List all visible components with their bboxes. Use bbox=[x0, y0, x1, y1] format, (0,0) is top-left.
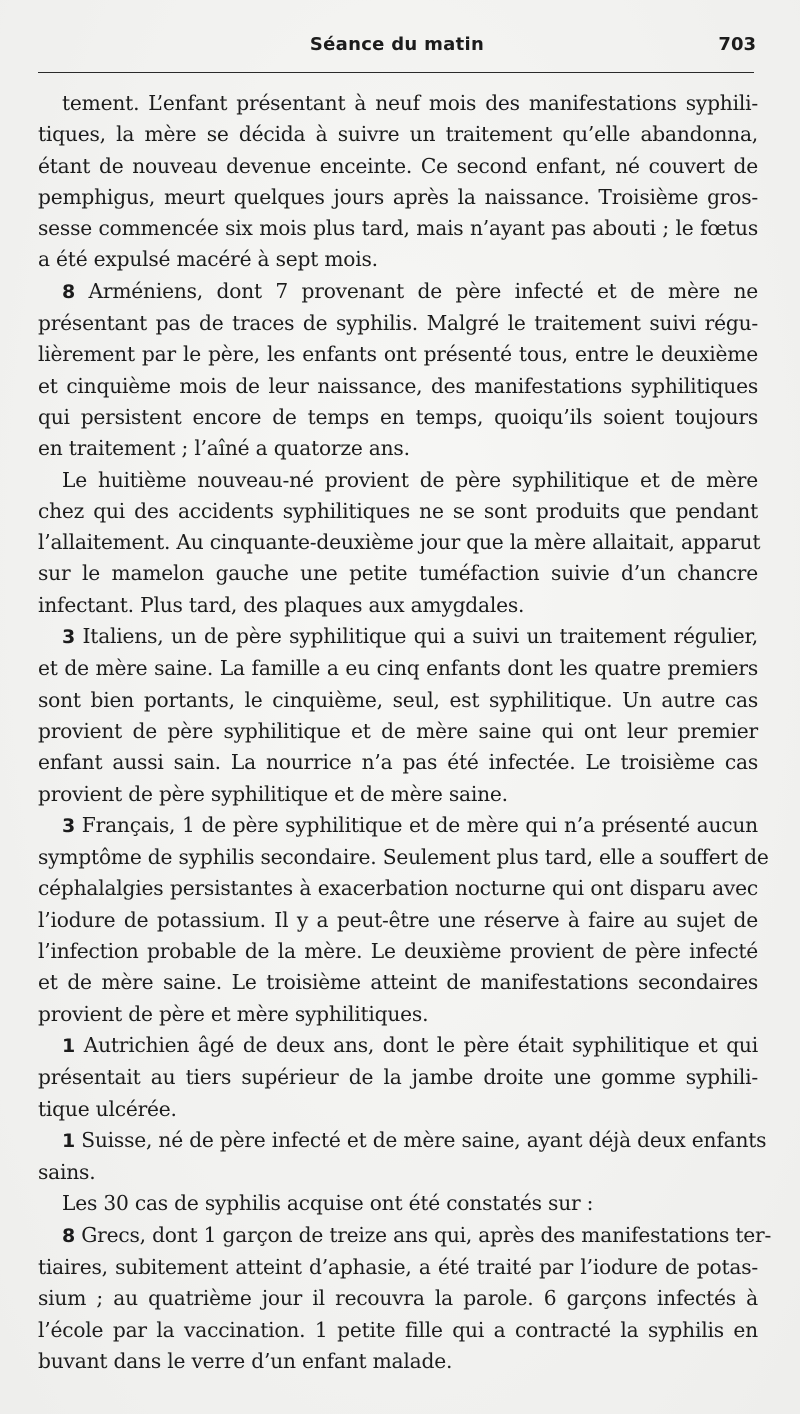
text-line bbox=[38, 1220, 772, 1252]
line-text: sains. bbox=[38, 1160, 96, 1185]
text-line bbox=[38, 590, 758, 621]
lead-number: 8 bbox=[62, 280, 76, 303]
lead-number: 8 bbox=[62, 1224, 76, 1247]
line-text: sur le mamelon gauche une petite tuméfaction suivie d’un chancre bbox=[38, 561, 758, 586]
line-text: l’école par la vaccination. 1 petite fille qui a contracté la syphilis en bbox=[38, 1317, 758, 1342]
paragraph bbox=[38, 88, 758, 276]
line-text: pemphigus, meurt quelques jours après la naissance. Troisième gros- bbox=[38, 184, 758, 209]
text-line bbox=[38, 1252, 758, 1283]
line-text: et cinquième mois de leur naissance, des manifestations syphilitiques bbox=[38, 373, 758, 398]
text-line bbox=[38, 1188, 758, 1219]
text-line bbox=[38, 716, 758, 747]
text-line bbox=[38, 244, 758, 275]
text-line bbox=[38, 747, 758, 778]
text-line bbox=[38, 496, 758, 527]
line-text: symptôme de syphilis secondaire. Seulement plus tard, elle a souffert de bbox=[38, 845, 769, 870]
line-text: a été expulsé macéré à sept mois. bbox=[38, 247, 378, 272]
line-text: qui persistent encore de temps en temps, quoiqu’ils soient toujours bbox=[38, 404, 758, 429]
text-line bbox=[38, 873, 758, 904]
text-line bbox=[38, 1157, 758, 1188]
line-text: Autrichien âgé de deux ans, dont le père était syphilitique et qui bbox=[75, 1032, 758, 1057]
text-line bbox=[38, 999, 758, 1030]
paragraph bbox=[38, 810, 769, 1030]
line-text: céphalalgies persistantes à exacerbation nocturne qui ont disparu avec bbox=[38, 876, 758, 901]
line-text: présentant pas de traces de syphilis. Malgré le traitement suivi régu- bbox=[38, 311, 758, 336]
line-text: Français, 1 de père syphilitique et de mère qui n’a présenté aucun bbox=[75, 812, 758, 837]
line-text: et de mère saine. La famille a eu cinq enfants dont les quatre premiers bbox=[38, 656, 758, 681]
line-text: tiques, la mère se décida à suivre un traitement qu’elle abandonna, bbox=[38, 122, 758, 147]
text-line bbox=[38, 88, 758, 119]
line-text: Italiens, un de père syphilitique qui a suivi un traitement régulier, bbox=[75, 624, 758, 649]
text-line bbox=[38, 1030, 758, 1062]
text-line bbox=[38, 465, 758, 496]
lead-number: 3 bbox=[62, 626, 76, 649]
text-line bbox=[38, 1094, 758, 1125]
body-text bbox=[38, 88, 772, 1377]
text-line bbox=[38, 151, 758, 182]
text-line bbox=[38, 621, 758, 653]
line-text: étant de nouveau devenue enceinte. Ce second enfant, né couvert de bbox=[38, 153, 758, 178]
line-text: enfant aussi sain. La nourrice n’a pas été infectée. Le troisième cas bbox=[38, 750, 758, 775]
text-line bbox=[38, 402, 758, 433]
paragraph bbox=[38, 1188, 758, 1219]
line-text: et de mère saine. Le troisième atteint de manifestations secondaires bbox=[38, 970, 758, 995]
lead-number: 1 bbox=[62, 1034, 76, 1057]
text-line bbox=[38, 810, 758, 842]
text-line bbox=[38, 119, 758, 150]
line-text: présentait au tiers supérieur de la jambe droite une gomme syphili- bbox=[38, 1065, 758, 1090]
text-line bbox=[38, 1315, 758, 1346]
line-text: provient de père syphilitique et de mère saine qui ont leur premier bbox=[38, 718, 758, 743]
line-text: l’infection probable de la mère. Le deuxième provient de père infecté bbox=[38, 939, 758, 964]
text-line bbox=[38, 1346, 758, 1377]
line-text: tique ulcérée. bbox=[38, 1096, 177, 1121]
text-line bbox=[38, 779, 758, 810]
line-text: tement. L’enfant présentant à neuf mois des manifestations syphili- bbox=[62, 91, 758, 115]
line-text: Les 30 cas de syphilis acquise ont été constatés sur : bbox=[62, 1191, 594, 1216]
line-text: infectant. Plus tard, des plaques aux amygdales. bbox=[38, 592, 525, 617]
text-line bbox=[38, 1125, 767, 1157]
text-line bbox=[38, 1283, 758, 1314]
text-line bbox=[38, 558, 758, 589]
text-line bbox=[38, 527, 761, 558]
line-text: Arméniens, dont 7 provenant de père infecté et de mère ne bbox=[75, 278, 758, 303]
paragraph bbox=[38, 276, 758, 465]
line-text: provient de père syphilitique et de mère saine. bbox=[38, 781, 508, 806]
text-line bbox=[38, 1062, 758, 1093]
line-text: Grecs, dont 1 garçon de treize ans qui, après des manifestations ter- bbox=[75, 1222, 772, 1247]
text-line bbox=[38, 685, 758, 716]
text-line bbox=[38, 653, 758, 684]
line-text: sesse commencée six mois plus tard, mais n’ayant pas abouti ; le fœtus bbox=[38, 216, 758, 241]
line-text: l’allaitement. Au cinquante-deuxième jour que la mère allaitait, apparut bbox=[38, 530, 761, 555]
line-text: buvant dans le verre d’un enfant malade. bbox=[38, 1348, 453, 1373]
line-text: tiaires, subitement atteint d’aphasie, a été traité par l’iodure de potas- bbox=[38, 1254, 758, 1279]
text-line bbox=[38, 213, 758, 244]
text-line bbox=[38, 182, 758, 213]
paragraph bbox=[38, 1125, 767, 1189]
line-text: sont bien portants, le cinquième, seul, est syphilitique. Un autre cas bbox=[38, 687, 758, 712]
text-line bbox=[38, 276, 758, 308]
paragraph bbox=[38, 1030, 758, 1125]
page-number: 703 bbox=[718, 34, 756, 55]
header-rule bbox=[38, 72, 754, 73]
lead-number: 1 bbox=[62, 1129, 76, 1152]
line-text: l’iodure de potassium. Il y a peut-être une réserve à faire au sujet de bbox=[38, 907, 758, 932]
line-text: Le huitième nouveau-né provient de père syphilitique et de mère bbox=[62, 467, 758, 492]
line-text: provient de père et mère syphilitiques. bbox=[38, 1001, 429, 1026]
paragraph bbox=[38, 1220, 772, 1377]
text-line bbox=[38, 339, 758, 370]
paragraph bbox=[38, 465, 761, 621]
running-title: Séance du matin bbox=[309, 34, 485, 55]
text-line bbox=[38, 967, 758, 998]
line-text: lièrement par le père, les enfants ont présenté tous, entre le deuxième bbox=[38, 342, 758, 367]
page-header bbox=[38, 30, 756, 64]
text-line bbox=[38, 433, 758, 464]
text-line bbox=[38, 371, 758, 402]
line-text: en traitement ; l’aîné a quatorze ans. bbox=[38, 436, 410, 461]
paragraph bbox=[38, 621, 758, 810]
line-text: chez qui des accidents syphilitiques ne se sont produits que pendant bbox=[38, 498, 758, 523]
text-line bbox=[38, 842, 769, 873]
text-line bbox=[38, 936, 758, 967]
text-line bbox=[38, 905, 758, 936]
line-text: sium ; au quatrième jour il recouvra la parole. 6 garçons infectés à bbox=[38, 1286, 758, 1311]
line-text: Suisse, né de père infecté et de mère saine, ayant déjà deux enfants bbox=[75, 1127, 767, 1152]
lead-number: 3 bbox=[62, 814, 76, 837]
text-line bbox=[38, 308, 758, 339]
